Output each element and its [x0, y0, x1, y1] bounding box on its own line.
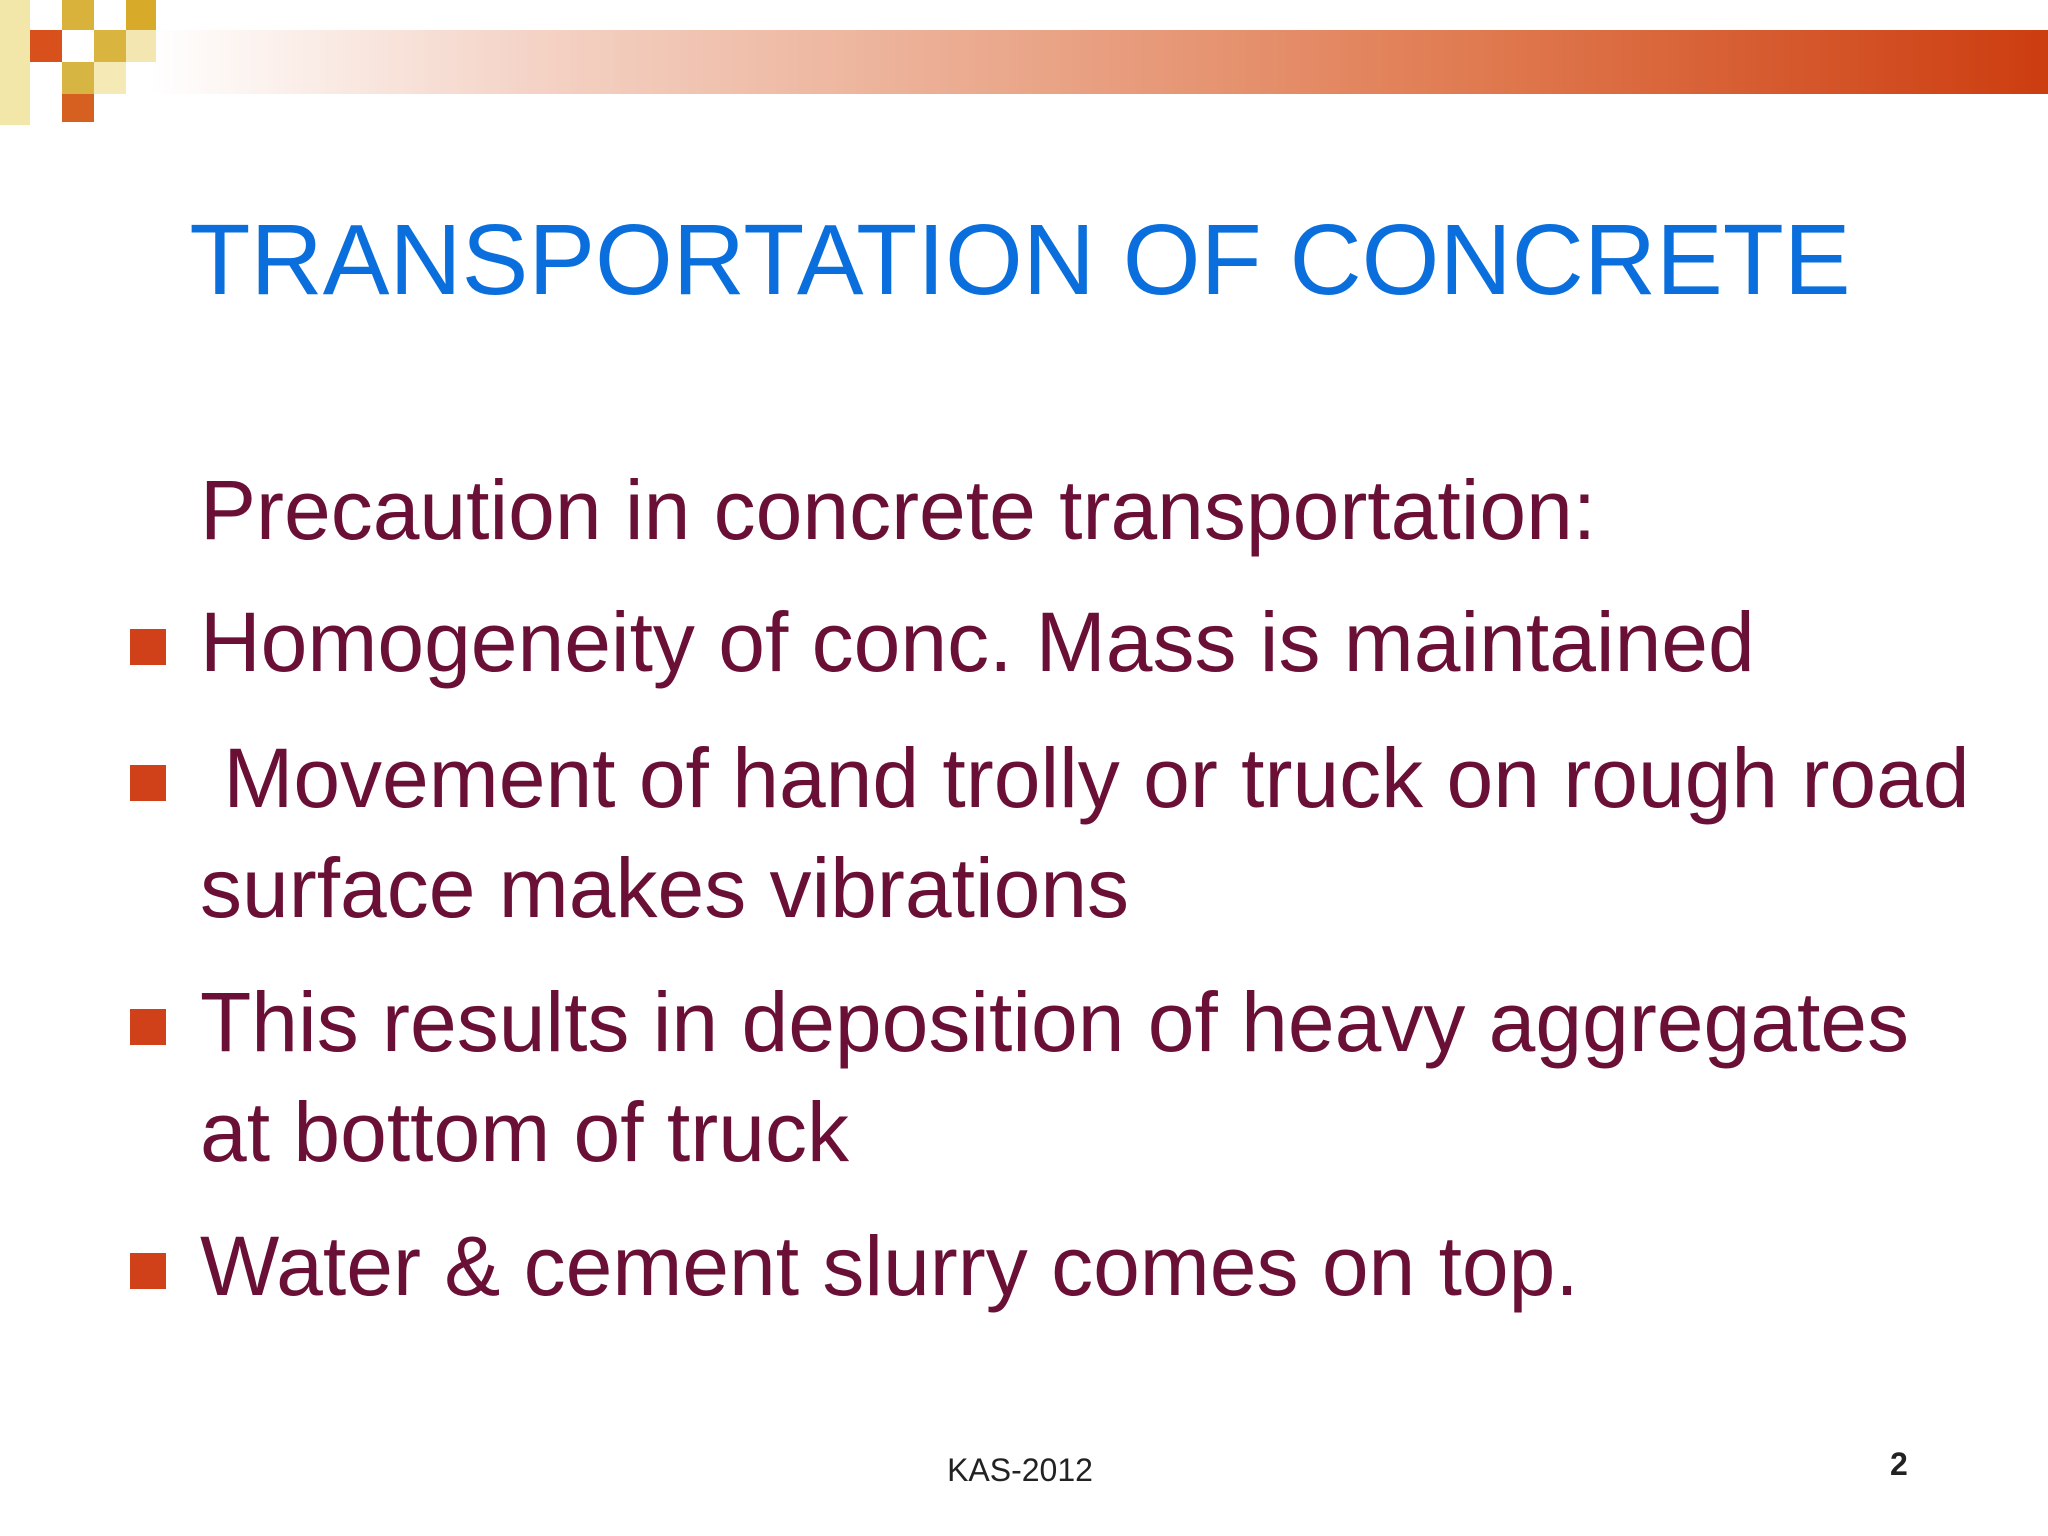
logo-square: [126, 0, 156, 30]
logo-square: [62, 0, 94, 30]
bullet-text: Water & cement slurry comes on top.: [200, 1219, 1579, 1313]
bullet-item: [200, 723, 1993, 943]
square-bullet-icon: [130, 1253, 166, 1289]
logo-square: [94, 62, 126, 94]
logo-square: [0, 0, 30, 125]
bullet-text: Movement of hand trolly or truck on rough road surface makes vibrations: [200, 731, 1993, 935]
slide-title: TRANSPORTATION OF CONCRETE: [189, 204, 1851, 316]
logo-square: [62, 62, 94, 94]
square-bullet-icon: [130, 765, 166, 801]
bullet-text: Homogeneity of conc. Mass is maintained: [200, 595, 1755, 689]
square-bullet-icon: [130, 1009, 166, 1045]
bullet-item: [200, 967, 1980, 1187]
bullet-text: This results in deposition of heavy aggregates at bottom of truck: [200, 975, 1956, 1179]
bullet-item: [200, 1211, 1980, 1321]
footer-text: KAS-2012: [947, 1452, 1093, 1488]
logo-square: [94, 30, 126, 62]
intro-text: Precaution in concrete transportation:: [200, 463, 1597, 557]
logo-square: [62, 94, 94, 122]
page-number: 2: [1890, 1446, 1908, 1482]
top-gradient-band: [150, 30, 2048, 94]
checker-logo-icon: [0, 0, 160, 130]
logo-square: [126, 30, 156, 62]
bullet-item: [200, 587, 1980, 697]
square-bullet-icon: [130, 629, 166, 665]
logo-square: [30, 30, 62, 62]
